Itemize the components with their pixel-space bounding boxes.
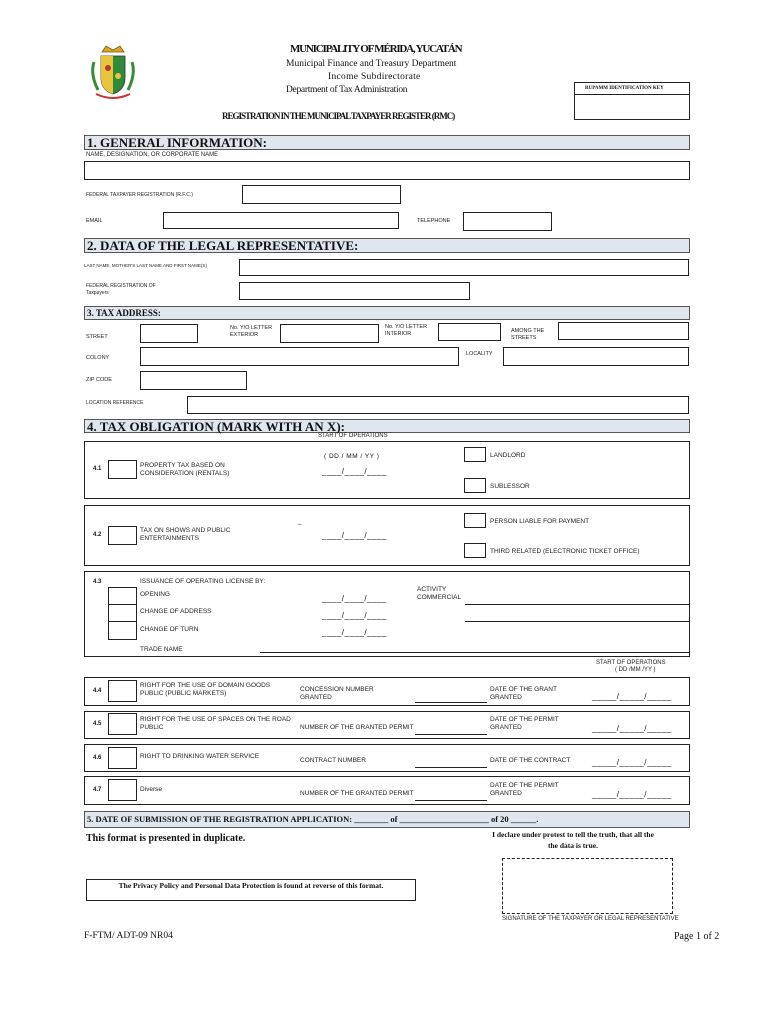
start-ops-label: START OF OPERATIONS [318, 433, 388, 439]
id-key-input[interactable] [575, 95, 689, 119]
item-4-7-number: 4.7 [93, 787, 102, 793]
declaration-text: I declare under protest to tell the truth, that all the the data is true. [492, 830, 654, 850]
form-code: F-FTM/ ADT-09 NR04 [84, 931, 173, 941]
item-4-1-number: 4.1 [93, 466, 102, 472]
duplicate-note: This format is presented in duplicate. [86, 833, 246, 844]
item-4-6-mid-input[interactable] [415, 767, 487, 768]
item-4-5-label: RIGHT FOR THE USE OF SPACES ON THE ROAD PUBLIC [140, 716, 291, 731]
rep-rfc-label: FEDERAL REGISTRATION OF Taxpayers [86, 283, 156, 296]
finance-dept: Municipal Finance and Treasury Department [286, 59, 457, 69]
opening-label: OPENING [140, 591, 170, 598]
item-4-6-mid-label: CONTRACT NUMBER [300, 757, 366, 764]
privacy-text: The Privacy Policy and Personal Data Protection is found at reverse of this format. [118, 881, 384, 890]
trade-name-label: TRADE NAME [140, 646, 183, 653]
change-turn-checkbox[interactable] [108, 621, 137, 640]
rep-name-label: LAST NAME, MOTHER'S LAST NAME AND FIRST NAME(S) [84, 263, 207, 268]
item-4-6-label: RIGHT TO DRINKING WATER SERVICE [140, 753, 260, 760]
start-ops-label-2: START OF OPERATIONS [596, 660, 666, 666]
date-format-2: ( DD /MM /YY ) [615, 667, 656, 673]
sublessor-checkbox[interactable] [464, 478, 486, 493]
section-3-title: 3. TAX ADDRESS: [84, 306, 690, 320]
item-4-4-mid-label: CONCESSION NUMBER GRANTED [300, 686, 374, 701]
item-4-7-mid-input[interactable] [415, 800, 487, 801]
section-5-title: 5. DATE OF SUBMISSION OF THE REGISTRATION APPLICATION: ________ of _____________________ of 20 ______. [84, 811, 690, 828]
person-liable-checkbox[interactable] [464, 513, 486, 528]
landlord-checkbox[interactable] [464, 447, 486, 462]
item-4-1-date-format: ( DD / MM / YY ) [324, 453, 380, 460]
zip-input[interactable] [140, 371, 247, 390]
item-4-7-right-label: DATE OF THE PERMIT GRANTED [490, 782, 559, 797]
id-key-box [574, 82, 690, 120]
sublessor-label: SUBLESSOR [490, 483, 530, 490]
income-subdirectorate: Income Subdirectorate [328, 72, 421, 82]
id-key-label: RUPAMM IDENTIFICATION KEY [575, 83, 689, 95]
int-number-input[interactable] [438, 323, 501, 341]
form-title: REGISTRATION IN THE MUNICIPAL TAXPAYER REGISTER (RMC) [222, 111, 455, 121]
opening-date-input[interactable]: ____/____/____ [322, 594, 387, 603]
locality-input[interactable] [503, 347, 689, 366]
coat-of-arms-icon [88, 44, 138, 102]
item-4-4-number: 4.4 [93, 688, 102, 694]
change-turn-date-input[interactable]: ____/____/____ [322, 628, 387, 637]
zip-label: ZIP CODE [86, 377, 112, 383]
location-ref-input[interactable] [187, 396, 689, 414]
ext-number-label: No. Y/O LETTER EXTERIOR [230, 325, 273, 338]
rep-rfc-input[interactable] [239, 282, 470, 300]
item-4-2-checkbox[interactable] [108, 526, 137, 545]
trade-name-input[interactable] [260, 652, 689, 653]
third-related-checkbox[interactable] [464, 543, 486, 558]
change-turn-label: CHANGE OF TURN [140, 626, 199, 633]
page-number: Page 1 of 2 [674, 931, 720, 942]
item-4-5-right-label: DATE OF THE PERMIT GRANTED [490, 716, 559, 731]
email-input[interactable] [163, 212, 399, 229]
item-4-1-checkbox[interactable] [108, 460, 137, 479]
item-4-3-number: 4.3 [93, 579, 102, 585]
ext-number-input[interactable] [280, 324, 379, 343]
item-4-4-label: RIGHT FOR THE USE OF DOMAIN GOODS PUBLIC (PUBLIC MARKETS) [140, 682, 271, 697]
section-4-title: 4. TAX OBLIGATION (MARK WITH AN X): [84, 419, 690, 433]
municipality-name: MUNICIPALITY OF MÉRIDA, YUCATÁN [290, 43, 462, 55]
item-4-7-date-input[interactable]: _____/_____/_____ [592, 790, 672, 799]
section-1-title: 1. GENERAL INFORMATION: [84, 135, 690, 150]
colony-input[interactable] [140, 347, 459, 366]
street-input[interactable] [140, 324, 198, 343]
item-4-1-date-input[interactable]: ____/____/____ [322, 467, 387, 476]
item-4-1-label: PROPERTY TAX BASED ON CONSIDERATION (RENTALS) [140, 462, 230, 477]
landlord-label: LANDLORD [490, 452, 526, 459]
rep-name-input[interactable] [239, 259, 689, 276]
change-address-date-input[interactable]: ____/____/____ [322, 611, 387, 620]
name-input[interactable] [84, 161, 690, 180]
item-4-4-checkbox[interactable] [108, 680, 137, 702]
item-4-2-number: 4.2 [93, 532, 102, 538]
item-4-5-number: 4.5 [93, 721, 102, 727]
tax-admin-dept: Department of Tax Administration [286, 85, 408, 95]
item-4-6-checkbox[interactable] [108, 747, 137, 769]
item-4-5-mid-label: NUMBER OF THE GRANTED PERMIT [300, 724, 414, 731]
activity-input-line-2[interactable] [465, 621, 689, 622]
int-number-label: No. Y/O LETTER INTERIOR [385, 324, 428, 337]
rfc-input[interactable] [242, 185, 401, 204]
item-4-4-right-label: DATE OF THE GRANT GRANTED [490, 686, 557, 701]
item-4-7-mid-label: NUMBER OF THE GRANTED PERMIT [300, 790, 414, 797]
item-4-2-date-input[interactable]: ____/____/____ [322, 531, 387, 540]
section-2-title: 2. DATA OF THE LEGAL REPRESENTATIVE: [84, 238, 690, 253]
item-4-6-number: 4.6 [93, 755, 102, 761]
item-4-7-label: Diverse [140, 786, 163, 793]
activity-label: ACTIVITY COMMERCIAL [417, 586, 462, 601]
street-label: STREET [86, 334, 108, 340]
item-4-5-checkbox[interactable] [108, 713, 137, 735]
location-ref-label: LOCATION REFERENCE [86, 400, 144, 406]
signature-box[interactable] [502, 858, 673, 914]
person-liable-label: PERSON LIABLE FOR PAYMENT [490, 518, 590, 525]
phone-input[interactable] [463, 212, 552, 231]
phone-label: TELEPHONE [417, 218, 451, 224]
colony-label: COLONY [86, 355, 110, 361]
item-4-2-dash: _ [298, 519, 302, 525]
item-4-4-date-input[interactable]: _____/_____/_____ [592, 692, 672, 701]
item-4-2-label: TAX ON SHOWS AND PUBLIC ENTERTAINMENTS [140, 527, 231, 542]
name-label: NAME, DESIGNATION, OR CORPORATE NAME [86, 152, 219, 158]
among-streets-label: AMONG THE STREETS [511, 328, 545, 341]
privacy-box [86, 879, 416, 901]
activity-input-line-1[interactable] [465, 604, 689, 605]
locality-label: LOCALITY [466, 351, 493, 357]
item-4-3-label: ISSUANCE OF OPERATING LICENSE BY: [140, 578, 266, 585]
item-4-4-mid-input[interactable] [415, 702, 487, 703]
item-4-5-mid-input[interactable] [415, 734, 487, 735]
among-streets-input[interactable] [558, 322, 689, 340]
rfc-label: FEDERAL TAXPAYER REGISTRATION (R.F.C.) [86, 192, 193, 198]
third-related-label: THIRD RELATED (ELECTRONIC TICKET OFFICE) [490, 548, 640, 555]
item-4-6-date-input[interactable]: _____/_____/_____ [592, 758, 672, 767]
item-4-5-date-input[interactable]: _____/_____/_____ [592, 724, 672, 733]
email-label: EMAIL [86, 218, 103, 224]
item-4-7-checkbox[interactable] [108, 779, 137, 801]
item-4-6-right-label: DATE OF THE CONTRACT [490, 757, 571, 764]
signature-label: SIGNATURE OF THE TAXPAYER OR LEGAL REPRESENTATIVE [502, 916, 679, 922]
change-address-label: CHANGE OF ADDRESS [140, 608, 212, 615]
